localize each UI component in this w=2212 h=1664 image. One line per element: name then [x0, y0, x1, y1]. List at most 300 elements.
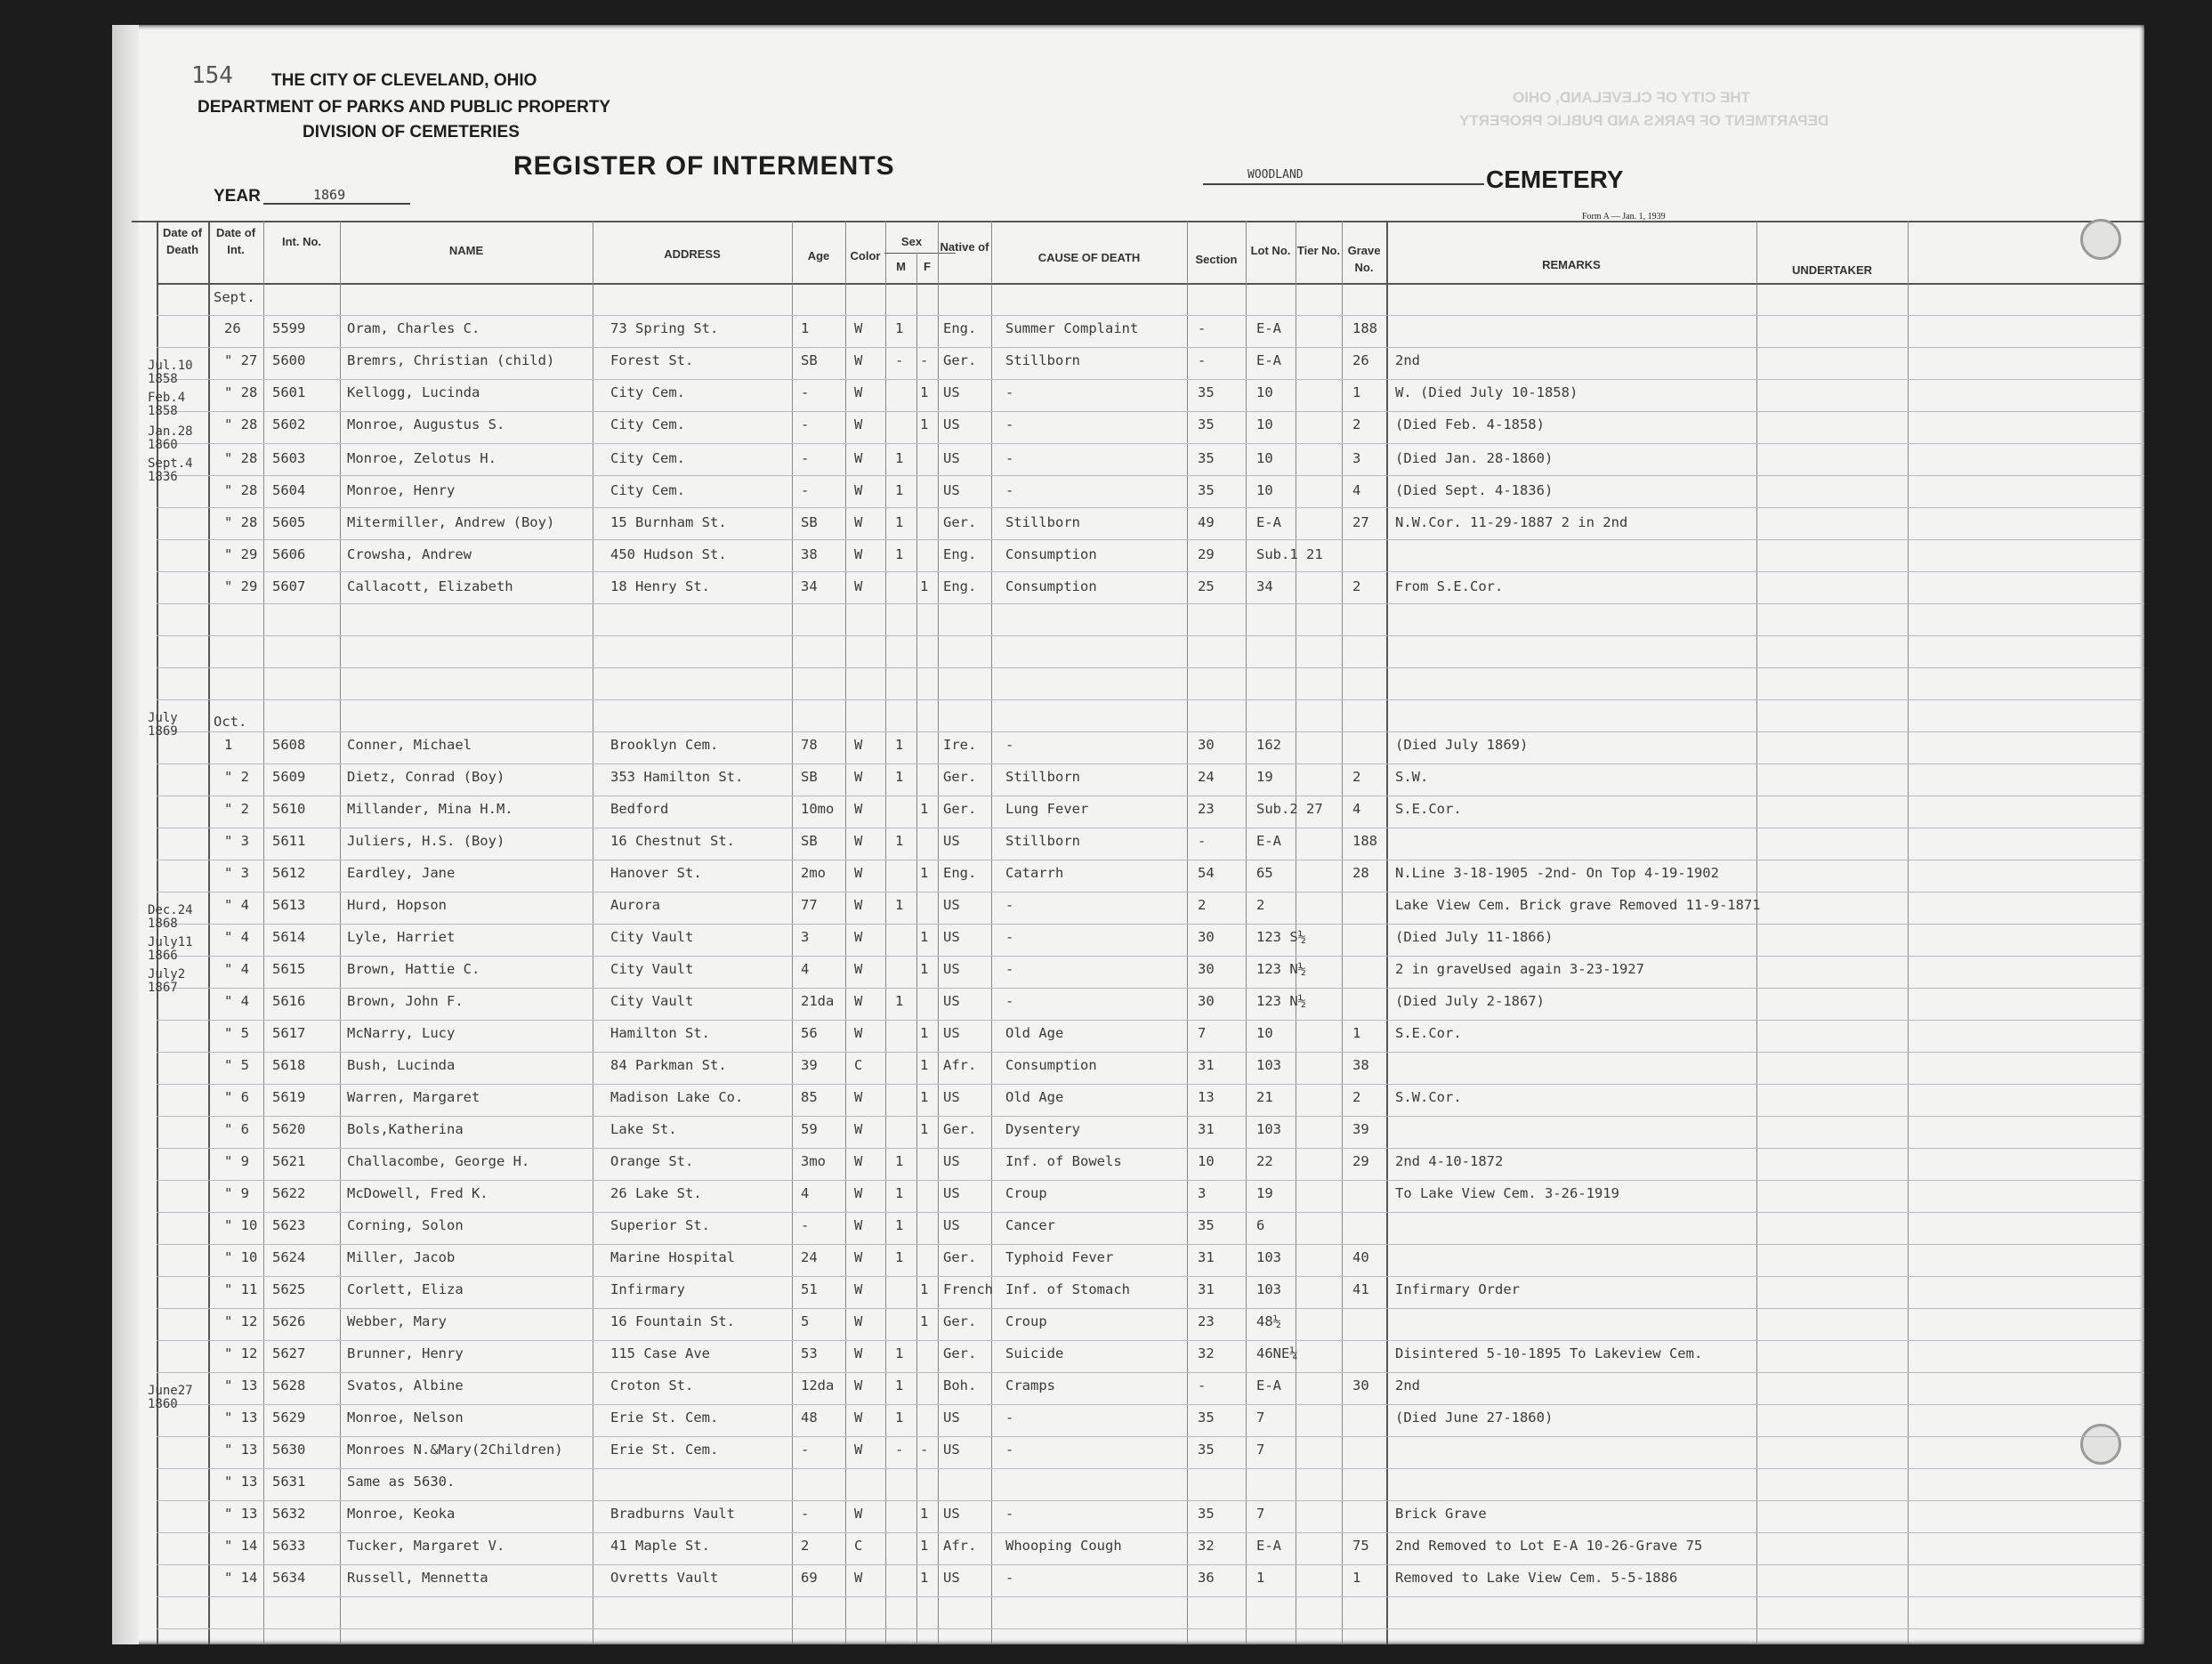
- cell-sex-m: 1: [895, 514, 904, 530]
- cell-grave-no: 27: [1352, 514, 1369, 530]
- cell-native-of: Ger.: [943, 769, 977, 785]
- cell-int-no: 5614: [272, 929, 306, 945]
- cell-date-of-int: " 28: [224, 514, 258, 530]
- ruled-line: [157, 1532, 2144, 1533]
- cell-remarks: (Died Sept. 4-1836): [1395, 482, 1554, 498]
- bleed-through-text: THE CITY OF CLEVELAND, OHIO: [1513, 89, 1750, 106]
- cell-grave-no: 2: [1352, 578, 1361, 594]
- cell-int-no: 5600: [272, 352, 306, 368]
- cell-section: 32: [1198, 1538, 1215, 1554]
- cell-remarks: W. (Died July 10-1858): [1395, 384, 1578, 400]
- cell-age: 59: [801, 1121, 818, 1137]
- cell-date-of-int: " 27: [224, 352, 258, 368]
- cell-sex-m: 1: [895, 482, 904, 498]
- division-heading: DIVISION OF CEMETERIES: [303, 123, 520, 141]
- cell-age: 53: [801, 1345, 818, 1361]
- cell-date-of-death: July 1869: [148, 711, 178, 739]
- ruled-line: [157, 988, 2144, 989]
- cell-name: Corning, Solon: [347, 1217, 464, 1233]
- cell-section: 49: [1198, 514, 1215, 530]
- cell-color: W: [854, 1570, 863, 1586]
- cell-sex-m: 1: [895, 450, 904, 466]
- binder-hole-icon: [2080, 219, 2121, 260]
- cell-remarks: Infirmary Order: [1395, 1281, 1520, 1297]
- cell-section: 30: [1198, 737, 1215, 753]
- cell-color: W: [854, 1121, 863, 1137]
- cell-native-of: US: [943, 384, 960, 400]
- cell-remarks: 2nd: [1395, 352, 1420, 368]
- cell-int-no: 5619: [272, 1089, 306, 1105]
- cell-sex-m: 1: [895, 1185, 904, 1201]
- cell-sex-m: 1: [895, 320, 904, 336]
- cell-lot-no: 65: [1256, 865, 1273, 881]
- cell-remarks: 2nd 4-10-1872: [1395, 1153, 1504, 1169]
- cell-section: 10: [1198, 1153, 1215, 1169]
- cell-grave-no: 2: [1352, 416, 1361, 432]
- cell-color: W: [854, 450, 863, 466]
- cell-address: Hanover St.: [610, 865, 702, 881]
- cell-int-no: 5634: [272, 1570, 306, 1586]
- cell-date-of-int: " 2: [224, 801, 249, 817]
- cell-native-of: Ger.: [943, 1313, 977, 1329]
- cell-date-of-int: " 13: [224, 1506, 258, 1522]
- cell-cause-of-death: -: [1005, 1442, 1014, 1458]
- cell-lot-no: E-A: [1256, 514, 1281, 530]
- cell-name: Kellogg, Lucinda: [347, 384, 480, 400]
- cell-name: Miller, Jacob: [347, 1249, 456, 1265]
- cell-cause-of-death: Inf. of Bowels: [1005, 1153, 1122, 1169]
- cell-address: City Vault: [610, 929, 694, 945]
- cell-remarks: (Died July 11-1866): [1395, 929, 1554, 945]
- cell-int-no: 5605: [272, 514, 306, 530]
- cell-cause-of-death: -: [1005, 482, 1014, 498]
- cell-age: 12da: [801, 1377, 835, 1393]
- cell-name: Bush, Lucinda: [347, 1057, 456, 1073]
- ruled-line: [157, 315, 2144, 316]
- column-divider: [263, 221, 264, 1644]
- cell-cause-of-death: Stillborn: [1005, 514, 1080, 530]
- city-heading: THE CITY OF CLEVELAND, OHIO: [271, 71, 537, 90]
- cell-address: City Vault: [610, 993, 694, 1009]
- cell-date-of-int: " 10: [224, 1249, 258, 1265]
- page-binding-edge: [112, 25, 139, 1644]
- cell-age: 3: [801, 929, 810, 945]
- cell-section: 35: [1198, 482, 1215, 498]
- cell-date-of-death: June27 1860: [148, 1384, 193, 1411]
- header-sex: Sex: [900, 235, 923, 248]
- cell-native-of: US: [943, 1442, 960, 1458]
- cell-int-no: 5621: [272, 1153, 306, 1169]
- cell-lot-no: 6: [1256, 1217, 1265, 1233]
- cell-age: 24: [801, 1249, 818, 1265]
- cell-name: Mitermiller, Andrew (Boy): [347, 514, 555, 530]
- cell-sex-m: 1: [895, 769, 904, 785]
- ruled-line: [157, 924, 2144, 925]
- cell-cause-of-death: Whooping Cough: [1005, 1538, 1122, 1554]
- cell-address: Madison Lake Co.: [610, 1089, 744, 1105]
- ruled-line: [157, 1372, 2144, 1373]
- cell-cause-of-death: -: [1005, 1570, 1014, 1586]
- cell-name: Brown, Hattie C.: [347, 961, 480, 977]
- cell-sex-m: 1: [895, 1345, 904, 1361]
- ruled-line: [157, 635, 2144, 636]
- cell-cause-of-death: Consumption: [1005, 578, 1097, 594]
- cell-int-no: 5627: [272, 1345, 306, 1361]
- cell-date-of-int: " 28: [224, 384, 258, 400]
- cell-cause-of-death: Old Age: [1005, 1089, 1064, 1105]
- cell-grave-no: 75: [1352, 1538, 1369, 1554]
- column-divider: [1908, 221, 1909, 1644]
- cell-age: 78: [801, 737, 818, 753]
- cell-int-no: 5610: [272, 801, 306, 817]
- cell-section: 35: [1198, 384, 1215, 400]
- ruled-line: [157, 1628, 2144, 1629]
- cell-color: C: [854, 1538, 863, 1554]
- cell-lot-no: 103: [1256, 1057, 1281, 1073]
- cell-name: Monroes N.&Mary(2Children): [347, 1442, 563, 1458]
- cell-native-of: Ger.: [943, 1249, 977, 1265]
- cell-cause-of-death: Suicide: [1005, 1345, 1064, 1361]
- cell-int-no: 5623: [272, 1217, 306, 1233]
- cell-section: 31: [1198, 1121, 1215, 1137]
- cell-int-no: 5620: [272, 1121, 306, 1137]
- year-label: YEAR: [214, 187, 261, 206]
- header-grave-no: Grave No.: [1347, 244, 1381, 274]
- cell-name: Bols,Katherina: [347, 1121, 464, 1137]
- cell-cause-of-death: Stillborn: [1005, 769, 1080, 785]
- cell-int-no: 5616: [272, 993, 306, 1009]
- cell-color: W: [854, 1217, 863, 1233]
- ruled-line: [157, 347, 2144, 348]
- cell-native-of: US: [943, 1089, 960, 1105]
- cell-grave-no: 38: [1352, 1057, 1369, 1073]
- cell-cause-of-death: -: [1005, 384, 1014, 400]
- cemetery-line: [1203, 183, 1484, 185]
- cell-cause-of-death: Summer Complaint: [1005, 320, 1139, 336]
- cell-address: 18 Henry St.: [610, 578, 710, 594]
- cell-section: 13: [1198, 1089, 1215, 1105]
- cell-native-of: Afr.: [943, 1057, 977, 1073]
- cell-sex-f: 1: [920, 384, 929, 400]
- cell-name: Monroe, Augustus S.: [347, 416, 505, 432]
- cell-int-no: 5618: [272, 1057, 306, 1073]
- cell-lot-no: 7: [1256, 1442, 1265, 1458]
- cell-int-no: 5604: [272, 482, 306, 498]
- header-sex-f: F: [924, 260, 931, 273]
- cell-name: Oram, Charles C.: [347, 320, 480, 336]
- cell-section: -: [1198, 352, 1207, 368]
- cell-date-of-int: " 13: [224, 1410, 258, 1426]
- cell-name: Crowsha, Andrew: [347, 546, 472, 562]
- cell-section: 36: [1198, 1570, 1215, 1586]
- cell-age: 4: [801, 1185, 810, 1201]
- cell-remarks: S.W.Cor.: [1395, 1089, 1462, 1105]
- cell-color: W: [854, 1089, 863, 1105]
- cell-section: 30: [1198, 993, 1215, 1009]
- cell-int-no: 5603: [272, 450, 306, 466]
- cell-sex-f: 1: [920, 416, 929, 432]
- cell-int-no: 5612: [272, 865, 306, 881]
- cell-cause-of-death: -: [1005, 737, 1014, 753]
- cell-section: 23: [1198, 801, 1215, 817]
- cell-address: City Cem.: [610, 450, 685, 466]
- cell-date-of-int: " 11: [224, 1281, 258, 1297]
- cell-section: 7: [1198, 1025, 1207, 1041]
- cell-name: Lyle, Harriet: [347, 929, 456, 945]
- cell-date-of-int: 26: [224, 320, 241, 336]
- cell-lot-no: 19: [1256, 1185, 1273, 1201]
- cell-int-no: 5630: [272, 1442, 306, 1458]
- cell-date-of-death: July2 1867: [148, 967, 186, 995]
- cell-date-of-int: " 14: [224, 1538, 258, 1554]
- ruled-line: [157, 763, 2144, 764]
- cell-age: SB: [801, 833, 818, 849]
- cell-name: McNarry, Lucy: [347, 1025, 456, 1041]
- column-divider: [991, 221, 992, 1644]
- cell-age: 1: [801, 320, 810, 336]
- cell-age: 3mo: [801, 1153, 826, 1169]
- cell-lot-no: 2: [1256, 897, 1265, 913]
- cell-address: Bedford: [610, 801, 669, 817]
- cell-cause-of-death: Catarrh: [1005, 865, 1064, 881]
- cell-sex-m: 1: [895, 546, 904, 562]
- cell-native-of: Ger.: [943, 514, 977, 530]
- ruled-line: [157, 1596, 2144, 1597]
- cell-address: Erie St. Cem.: [610, 1410, 719, 1426]
- register-title: REGISTER OF INTERMENTS: [513, 151, 895, 181]
- cell-age: 56: [801, 1025, 818, 1041]
- cell-lot-no: 22: [1256, 1153, 1273, 1169]
- cell-remarks: 2 in graveUsed again 3-23-1927: [1395, 961, 1644, 977]
- cell-section: 54: [1198, 865, 1215, 881]
- cell-grave-no: 188: [1352, 833, 1377, 849]
- cell-section: 35: [1198, 416, 1215, 432]
- cell-date-of-int: " 5: [224, 1025, 249, 1041]
- cell-date-of-int: " 28: [224, 416, 258, 432]
- header-name: NAME: [448, 244, 484, 257]
- cell-date-of-int: " 3: [224, 833, 249, 849]
- cell-color: W: [854, 1249, 863, 1265]
- ruled-line: [157, 539, 2144, 540]
- cell-name: Svatos, Albine: [347, 1377, 464, 1393]
- cell-address: City Cem.: [610, 482, 685, 498]
- cell-lot-no: 10: [1256, 1025, 1273, 1041]
- ruled-line: [157, 956, 2144, 957]
- ruled-line: [157, 1180, 2144, 1181]
- cell-grave-no: 4: [1352, 482, 1361, 498]
- cell-sex-m: 1: [895, 833, 904, 849]
- cell-int-no: 5633: [272, 1538, 306, 1554]
- cell-cause-of-death: -: [1005, 929, 1014, 945]
- cell-cause-of-death: Stillborn: [1005, 833, 1080, 849]
- cell-sex-f: 1: [920, 929, 929, 945]
- cell-age: 5: [801, 1313, 810, 1329]
- cell-native-of: US: [943, 1185, 960, 1201]
- ruled-line: [157, 571, 2144, 572]
- cell-cause-of-death: Inf. of Stomach: [1005, 1281, 1130, 1297]
- cell-date-of-death: Jan.28 1860: [148, 424, 193, 452]
- ruled-line: [157, 507, 2144, 508]
- header-sex-m: M: [896, 260, 906, 273]
- cell-sex-m: 1: [895, 1217, 904, 1233]
- cell-cause-of-death: Croup: [1005, 1313, 1047, 1329]
- ruled-line: [157, 1212, 2144, 1213]
- ruled-line: [157, 411, 2144, 412]
- column-divider: [1756, 221, 1757, 1644]
- cell-section: 30: [1198, 929, 1215, 945]
- cell-name: Monroe, Keoka: [347, 1506, 456, 1522]
- cell-remarks: Removed to Lake View Cem. 5-5-1886: [1395, 1570, 1678, 1586]
- cell-color: W: [854, 993, 863, 1009]
- ruled-line: [157, 892, 2144, 893]
- cell-int-no: 5615: [272, 961, 306, 977]
- cell-sex-m: 1: [895, 993, 904, 1009]
- cell-lot-no: E-A: [1256, 352, 1281, 368]
- cell-address: Infirmary: [610, 1281, 685, 1297]
- column-divider: [792, 221, 793, 1644]
- cell-grave-no: 40: [1352, 1249, 1369, 1265]
- header-tier-no: Tier No.: [1296, 244, 1341, 257]
- cell-remarks: N.W.Cor. 11-29-1887 2 in 2nd: [1395, 514, 1628, 530]
- ruled-line: [157, 1564, 2144, 1565]
- cell-age: 21da: [801, 993, 835, 1009]
- cell-color: W: [854, 352, 863, 368]
- cell-date-of-int: " 29: [224, 578, 258, 594]
- cell-native-of: US: [943, 1410, 960, 1426]
- ruled-line: [157, 1276, 2144, 1277]
- cell-age: 69: [801, 1570, 818, 1586]
- cell-sex-f: 1: [920, 1506, 929, 1522]
- cell-date-of-int: " 9: [224, 1153, 249, 1169]
- cell-int-no: 5607: [272, 578, 306, 594]
- cell-native-of: US: [943, 929, 960, 945]
- cell-age: -: [801, 482, 810, 498]
- cell-age: 39: [801, 1057, 818, 1073]
- cell-lot-no: 162: [1256, 737, 1281, 753]
- cell-grave-no: 39: [1352, 1121, 1369, 1137]
- cell-native-of: Eng.: [943, 546, 977, 562]
- cell-address: Aurora: [610, 897, 660, 913]
- cell-native-of: US: [943, 482, 960, 498]
- cell-color: W: [854, 1185, 863, 1201]
- cell-native-of: Ger.: [943, 1121, 977, 1137]
- cell-address: Erie St. Cem.: [610, 1442, 719, 1458]
- cell-section: 35: [1198, 1442, 1215, 1458]
- cell-grave-no: 1: [1352, 1570, 1361, 1586]
- cell-grave-no: 1: [1352, 1025, 1361, 1041]
- cell-color: C: [854, 1057, 863, 1073]
- cell-date-of-int: " 4: [224, 897, 249, 913]
- cell-cause-of-death: Croup: [1005, 1185, 1047, 1201]
- cell-lot-no: E-A: [1256, 1538, 1281, 1554]
- cell-date-of-int: " 14: [224, 1570, 258, 1586]
- ruled-line: [157, 1116, 2144, 1117]
- cell-sex-f: 1: [920, 1313, 929, 1329]
- cell-sex-m: -: [895, 1442, 904, 1458]
- header-date-of-int: Date of Int.: [215, 226, 256, 256]
- cell-address: Superior St.: [610, 1217, 710, 1233]
- cell-sex-f: 1: [920, 1089, 929, 1105]
- cell-age: -: [801, 384, 810, 400]
- cell-grave-no: 1: [1352, 384, 1361, 400]
- header-cause-of-death: CAUSE OF DEATH: [1037, 251, 1141, 264]
- cell-lot-no: 48½: [1256, 1313, 1281, 1329]
- cell-date-of-int: " 9: [224, 1185, 249, 1201]
- bleed-through-text: DEPARTMENT OF PARKS AND PUBLIC PROPERTY: [1459, 112, 1829, 129]
- cell-lot-no: 123 N½: [1256, 993, 1306, 1009]
- cell-native-of: US: [943, 450, 960, 466]
- cell-cause-of-death: Old Age: [1005, 1025, 1064, 1041]
- cell-color: W: [854, 865, 863, 881]
- cell-remarks: 2nd: [1395, 1377, 1420, 1393]
- cell-age: 10mo: [801, 801, 835, 817]
- cell-address: 16 Fountain St.: [610, 1313, 735, 1329]
- cell-grave-no: 28: [1352, 865, 1369, 881]
- cell-grave-no: 3: [1352, 450, 1361, 466]
- cell-cause-of-death: -: [1005, 1410, 1014, 1426]
- cell-native-of: Ger.: [943, 352, 977, 368]
- cell-native-of: US: [943, 833, 960, 849]
- cell-date-of-int: " 4: [224, 993, 249, 1009]
- cell-age: 4: [801, 961, 810, 977]
- cell-grave-no: 30: [1352, 1377, 1369, 1393]
- cell-remarks: (Died July 1869): [1395, 737, 1529, 753]
- cell-date-of-int: " 13: [224, 1377, 258, 1393]
- cell-sex-f: 1: [920, 1025, 929, 1041]
- cell-address: City Vault: [610, 961, 694, 977]
- cell-native-of: Eng.: [943, 578, 977, 594]
- cell-color: W: [854, 320, 863, 336]
- cell-address: 41 Maple St.: [610, 1538, 710, 1554]
- cell-name: Brunner, Henry: [347, 1345, 464, 1361]
- cell-sex-m: 1: [895, 1377, 904, 1393]
- cell-int-no: 5613: [272, 897, 306, 913]
- cell-address: City Cem.: [610, 416, 685, 432]
- cell-lot-no: 10: [1256, 482, 1273, 498]
- cell-remarks: 2nd Removed to Lot E-A 10-26-Grave 75: [1395, 1538, 1703, 1554]
- cell-section: 24: [1198, 769, 1215, 785]
- column-divider: [885, 221, 886, 1644]
- cell-lot-no: 19: [1256, 769, 1273, 785]
- ruled-line: [157, 443, 2144, 444]
- cell-date-of-int: " 13: [224, 1442, 258, 1458]
- cell-color: W: [854, 833, 863, 849]
- cell-section: 35: [1198, 1506, 1215, 1522]
- cell-lot-no: 10: [1256, 384, 1273, 400]
- cell-sex-f: 1: [920, 1121, 929, 1137]
- cell-lot-no: 123 N½: [1256, 961, 1306, 977]
- cell-grave-no: 29: [1352, 1153, 1369, 1169]
- cell-native-of: Ger.: [943, 801, 977, 817]
- cell-native-of: US: [943, 897, 960, 913]
- cell-sex-m: 1: [895, 1153, 904, 1169]
- cell-native-of: US: [943, 961, 960, 977]
- cell-color: W: [854, 1442, 863, 1458]
- cell-date-of-death: Jul.10 1858: [148, 359, 193, 386]
- column-divider: [340, 221, 341, 1644]
- cell-name: Monroe, Zelotus H.: [347, 450, 496, 466]
- cell-date-of-death: Feb.4 1858: [148, 391, 186, 418]
- cell-date-of-int: " 12: [224, 1313, 258, 1329]
- cell-color: W: [854, 514, 863, 530]
- cell-color: W: [854, 1153, 863, 1169]
- cell-color: W: [854, 1377, 863, 1393]
- cell-sex-f: 1: [920, 961, 929, 977]
- cell-color: W: [854, 961, 863, 977]
- cell-address: Hamilton St.: [610, 1025, 710, 1041]
- cell-lot-no: Sub.2 27: [1256, 801, 1323, 817]
- cell-sex-m: 1: [895, 737, 904, 753]
